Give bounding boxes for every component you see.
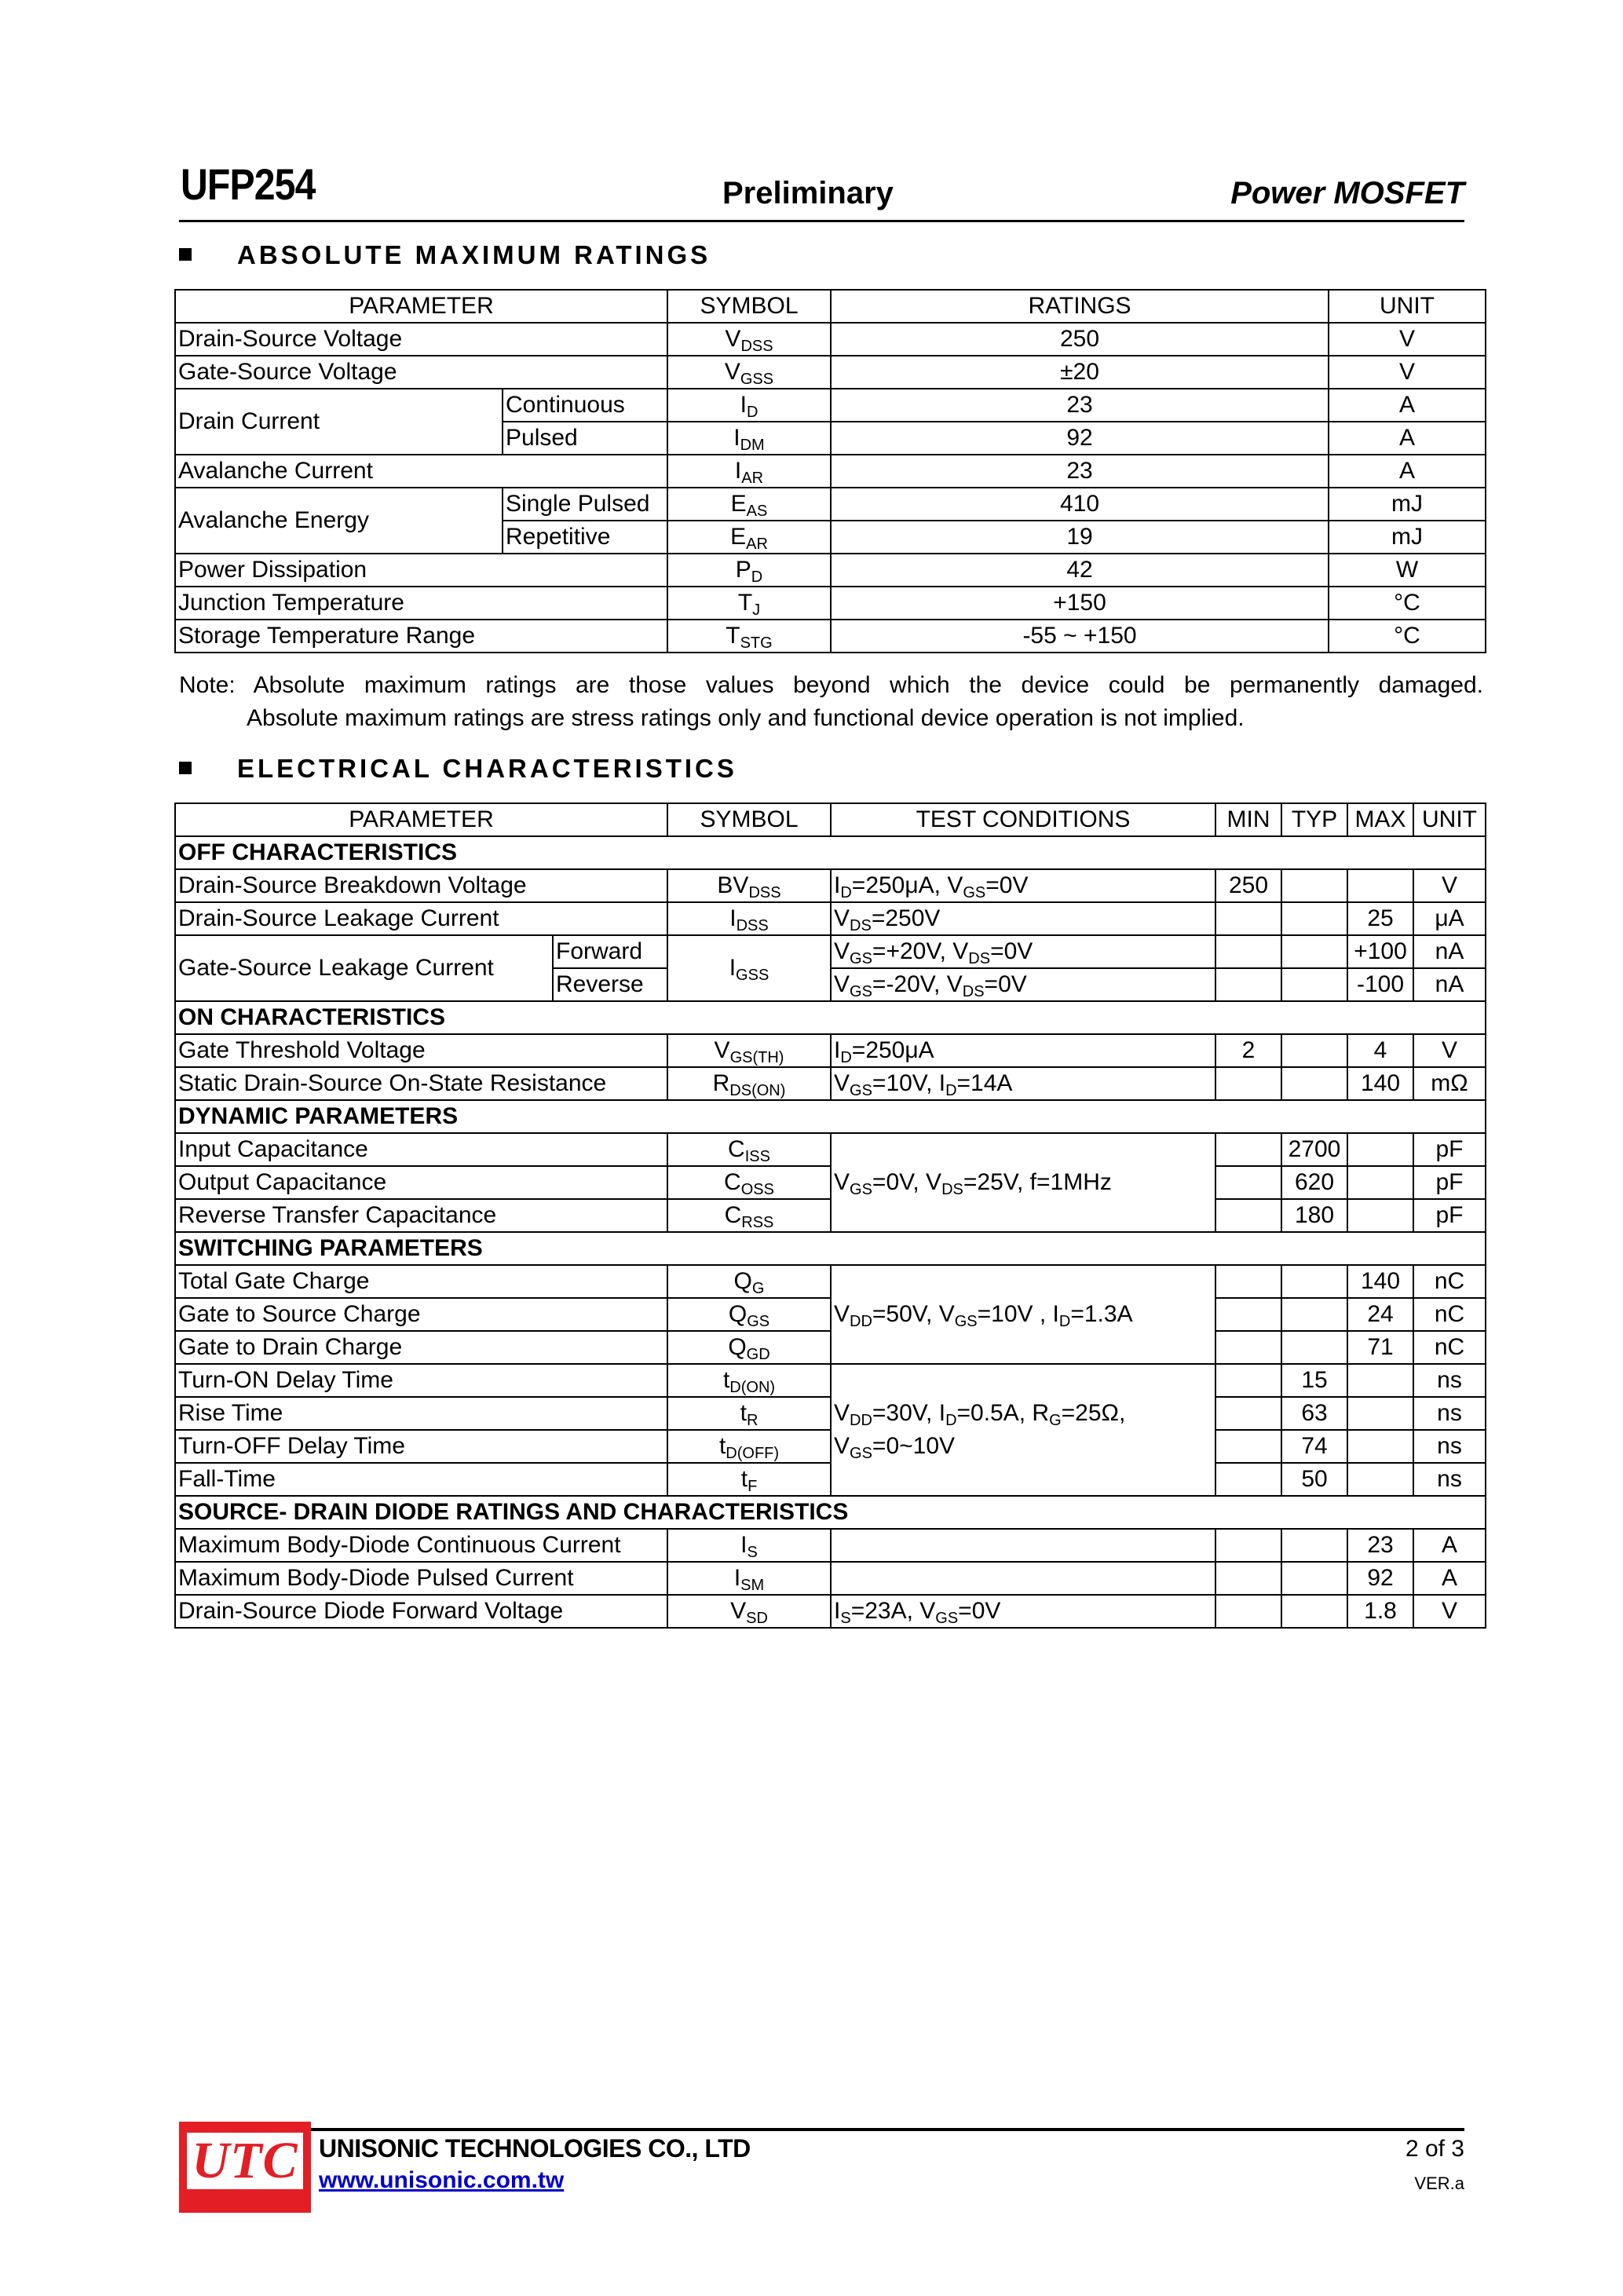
min-cell bbox=[1215, 1133, 1281, 1166]
col-header: PARAMETER bbox=[175, 803, 667, 836]
group-title: SOURCE- DRAIN DIODE RATINGS AND CHARACTERISTICS bbox=[175, 1496, 1486, 1529]
table-row bbox=[175, 1430, 1486, 1463]
symbol-cell: $I_D$ bbox=[667, 389, 831, 422]
symbol-cell: $I_{DM}$ bbox=[667, 422, 831, 455]
param-cell: Static Drain-Source On-State Resistance bbox=[175, 1067, 667, 1100]
unit-cell: A bbox=[1413, 1529, 1486, 1562]
col-header: SYMBOL bbox=[667, 290, 831, 323]
table-row bbox=[175, 1529, 1486, 1562]
typ-cell bbox=[1281, 1265, 1347, 1298]
condition-cell: $V_{GS}=0V$, $V_{DS}=25V$, f=1MHz bbox=[831, 1133, 1215, 1232]
max-cell bbox=[1347, 869, 1413, 902]
rating-cell: -55 ~ +150 bbox=[831, 620, 1329, 653]
param-cell: Junction Temperature bbox=[175, 587, 667, 620]
condition-cell bbox=[831, 1364, 1215, 1496]
rating-cell: 19 bbox=[831, 521, 1329, 554]
max-cell: 92 bbox=[1347, 1562, 1413, 1595]
unit-cell: pF bbox=[1413, 1199, 1486, 1232]
min-cell bbox=[1215, 1562, 1281, 1595]
table-row bbox=[175, 1199, 1486, 1232]
rating-cell: 42 bbox=[831, 554, 1329, 587]
abs-max-note-line2: Absolute maximum ratings are stress ratings only and functional device operation is not implied. bbox=[247, 705, 1245, 731]
typ-cell bbox=[1281, 935, 1347, 968]
electrical-table bbox=[174, 803, 1486, 1629]
table-row bbox=[175, 1331, 1486, 1364]
symbol-cell: $P_D$ bbox=[667, 554, 831, 587]
utc-logo-text: UTC bbox=[187, 2133, 303, 2189]
min-cell bbox=[1215, 1331, 1281, 1364]
min-cell bbox=[1215, 1364, 1281, 1397]
rating-cell: 410 bbox=[831, 488, 1329, 521]
unit-cell: °C bbox=[1329, 587, 1486, 620]
col-header: MAX bbox=[1347, 803, 1413, 836]
param-cell: Gate to Drain Charge bbox=[175, 1331, 667, 1364]
param-cell: Maximum Body-Diode Continuous Current bbox=[175, 1529, 667, 1562]
table-row bbox=[175, 1166, 1486, 1199]
unit-cell: nC bbox=[1413, 1298, 1486, 1331]
switching-condition-line1: $V_{DD}=30V$, $I_D=0.5A$, $R_G=25\Omega$, bbox=[834, 1400, 1126, 1429]
col-header: SYMBOL bbox=[667, 803, 831, 836]
table-header-row bbox=[175, 290, 1486, 323]
unit-cell: °C bbox=[1329, 620, 1486, 653]
table-header-row bbox=[175, 803, 1486, 836]
table-row bbox=[175, 1562, 1486, 1595]
square-bullet-icon bbox=[179, 762, 192, 774]
param-cell: Drain-Source Voltage bbox=[175, 323, 667, 356]
unit-cell: pF bbox=[1413, 1166, 1486, 1199]
table-row bbox=[175, 620, 1486, 653]
param-cell: Avalanche Current bbox=[175, 455, 667, 488]
symbol-cell: $t_{D(ON)}$ bbox=[667, 1364, 831, 1397]
abs-max-table bbox=[174, 289, 1486, 653]
condition-cell: Single Pulsed bbox=[503, 488, 667, 521]
rating-cell: ±20 bbox=[831, 356, 1329, 389]
table-row bbox=[175, 488, 1486, 521]
table-row bbox=[175, 935, 1486, 968]
table-row bbox=[175, 389, 1486, 422]
abs-max-note-line1: Note: Absolute maximum ratings are those values beyond which the device could be permanently damaged. bbox=[179, 672, 1483, 698]
typ-cell bbox=[1281, 1529, 1347, 1562]
param-cell: Drain-Source Breakdown Voltage bbox=[175, 869, 667, 902]
param-cell: Gate-Source Leakage Current bbox=[175, 935, 553, 1001]
unit-cell: ns bbox=[1413, 1397, 1486, 1430]
min-cell bbox=[1215, 1166, 1281, 1199]
condition-cell: Continuous bbox=[503, 389, 667, 422]
typ-cell bbox=[1281, 1067, 1347, 1100]
table-row bbox=[175, 1397, 1486, 1430]
unit-cell: μA bbox=[1413, 902, 1486, 935]
unit-cell: A bbox=[1329, 389, 1486, 422]
symbol-cell: $I_{GSS}$ bbox=[667, 935, 831, 1001]
min-cell bbox=[1215, 1529, 1281, 1562]
min-cell bbox=[1215, 1595, 1281, 1628]
table-row bbox=[175, 1133, 1486, 1166]
col-header: UNIT bbox=[1329, 290, 1486, 323]
col-header: RATINGS bbox=[831, 290, 1329, 323]
condition-cell bbox=[831, 1562, 1215, 1595]
document-status: Preliminary bbox=[722, 176, 894, 210]
unit-cell: V bbox=[1329, 323, 1486, 356]
typ-cell: 2700 bbox=[1281, 1133, 1347, 1166]
condition-cell: $V_{GS}=-20V$, $V_{DS}=0V$ bbox=[831, 968, 1215, 1001]
group-title: OFF CHARACTERISTICS bbox=[175, 836, 1486, 869]
unit-cell: A bbox=[1413, 1562, 1486, 1595]
param-cell: Turn-ON Delay Time bbox=[175, 1364, 667, 1397]
condition-cell: $V_{DD}=50V$, $V_{GS}=10V$ , $I_D=1.3A$ bbox=[831, 1265, 1215, 1364]
max-cell: 71 bbox=[1347, 1331, 1413, 1364]
max-cell bbox=[1347, 1430, 1413, 1463]
param-cell: Gate Threshold Voltage bbox=[175, 1034, 667, 1067]
min-cell bbox=[1215, 935, 1281, 968]
condition-cell bbox=[831, 1529, 1215, 1562]
unit-cell: V bbox=[1413, 1034, 1486, 1067]
unit-cell: V bbox=[1329, 356, 1486, 389]
unit-cell: A bbox=[1329, 422, 1486, 455]
symbol-cell: $C_{OSS}$ bbox=[667, 1166, 831, 1199]
table-row bbox=[175, 554, 1486, 587]
elec-title-text: ELECTRICAL CHARACTERISTICS bbox=[237, 754, 737, 783]
min-cell bbox=[1215, 1430, 1281, 1463]
group-row bbox=[175, 836, 1486, 869]
unit-cell: nA bbox=[1413, 968, 1486, 1001]
max-cell bbox=[1347, 1397, 1413, 1430]
header-rule bbox=[179, 220, 1464, 222]
param-cell: Drain-Source Leakage Current bbox=[175, 902, 667, 935]
typ-cell: 63 bbox=[1281, 1397, 1347, 1430]
unit-cell: nA bbox=[1413, 935, 1486, 968]
square-bullet-icon bbox=[179, 248, 192, 261]
symbol-cell: $t_{D(OFF)}$ bbox=[667, 1430, 831, 1463]
switching-condition-line2: $V_{GS}=0\sim 10V$ bbox=[834, 1433, 956, 1462]
max-cell: 140 bbox=[1347, 1265, 1413, 1298]
unit-cell: ns bbox=[1413, 1463, 1486, 1496]
abs-max-title-text: ABSOLUTE MAXIMUM RATINGS bbox=[237, 240, 711, 269]
param-cell: Maximum Body-Diode Pulsed Current bbox=[175, 1562, 667, 1595]
group-row bbox=[175, 1100, 1486, 1133]
symbol-cell: $Q_{GD}$ bbox=[667, 1331, 831, 1364]
direction-cell: Reverse bbox=[553, 968, 667, 1001]
symbol-cell: $V_{GS(TH)}$ bbox=[667, 1034, 831, 1067]
typ-cell: 74 bbox=[1281, 1430, 1347, 1463]
rating-cell: 23 bbox=[831, 455, 1329, 488]
symbol-cell: $I_{AR}$ bbox=[667, 455, 831, 488]
symbol-cell: $R_{DS(ON)}$ bbox=[667, 1067, 831, 1100]
symbol-cell: $V_{GSS}$ bbox=[667, 356, 831, 389]
col-header: UNIT bbox=[1413, 803, 1486, 836]
symbol-cell: $E_{AR}$ bbox=[667, 521, 831, 554]
utc-logo bbox=[179, 2122, 311, 2213]
condition-cell: Repetitive bbox=[503, 521, 667, 554]
unit-cell: mJ bbox=[1329, 488, 1486, 521]
website-link[interactable]: www.unisonic.com.tw bbox=[319, 2167, 565, 2193]
unit-cell: mJ bbox=[1329, 521, 1486, 554]
param-cell: Rise Time bbox=[175, 1397, 667, 1430]
table-row bbox=[175, 1463, 1486, 1496]
group-title: SWITCHING PARAMETERS bbox=[175, 1232, 1486, 1265]
min-cell bbox=[1215, 1265, 1281, 1298]
max-cell: +100 bbox=[1347, 935, 1413, 968]
condition-cell: Pulsed bbox=[503, 422, 667, 455]
typ-cell bbox=[1281, 902, 1347, 935]
min-cell bbox=[1215, 1463, 1281, 1496]
unit-cell: V bbox=[1413, 1595, 1486, 1628]
unit-cell: mΩ bbox=[1413, 1067, 1486, 1100]
group-row bbox=[175, 1232, 1486, 1265]
typ-cell bbox=[1281, 1562, 1347, 1595]
condition-cell: $I_D=250\mu A$ bbox=[831, 1034, 1215, 1067]
max-cell: 24 bbox=[1347, 1298, 1413, 1331]
symbol-cell: $V_{SD}$ bbox=[667, 1595, 831, 1628]
part-number: UFP254 bbox=[181, 159, 316, 209]
table-row bbox=[175, 323, 1486, 356]
table-row bbox=[175, 1364, 1486, 1397]
table-row bbox=[175, 902, 1486, 935]
param-cell: Storage Temperature Range bbox=[175, 620, 667, 653]
symbol-cell: $V_{DSS}$ bbox=[667, 323, 831, 356]
unit-cell: nC bbox=[1413, 1331, 1486, 1364]
rating-cell: 250 bbox=[831, 323, 1329, 356]
unit-cell: pF bbox=[1413, 1133, 1486, 1166]
group-row bbox=[175, 1001, 1486, 1034]
min-cell bbox=[1215, 902, 1281, 935]
max-cell: 1.8 bbox=[1347, 1595, 1413, 1628]
max-cell: 23 bbox=[1347, 1529, 1413, 1562]
param-cell: Gate-Source Voltage bbox=[175, 356, 667, 389]
unit-cell: W bbox=[1329, 554, 1486, 587]
symbol-cell: $Q_G$ bbox=[667, 1265, 831, 1298]
max-cell: 25 bbox=[1347, 902, 1413, 935]
max-cell bbox=[1347, 1166, 1413, 1199]
param-cell: Total Gate Charge bbox=[175, 1265, 667, 1298]
param-cell: Drain-Source Diode Forward Voltage bbox=[175, 1595, 667, 1628]
version-label: VER.a bbox=[1414, 2174, 1464, 2193]
max-cell bbox=[1347, 1199, 1413, 1232]
param-cell: Avalanche Energy bbox=[175, 488, 503, 554]
group-row bbox=[175, 1496, 1486, 1529]
min-cell bbox=[1215, 1298, 1281, 1331]
unit-cell: ns bbox=[1413, 1430, 1486, 1463]
param-cell: Gate to Source Charge bbox=[175, 1298, 667, 1331]
abs-max-section-title bbox=[179, 240, 711, 270]
param-cell: Output Capacitance bbox=[175, 1166, 667, 1199]
param-cell: Input Capacitance bbox=[175, 1133, 667, 1166]
param-cell: Reverse Transfer Capacitance bbox=[175, 1199, 667, 1232]
typ-cell bbox=[1281, 968, 1347, 1001]
param-cell: Power Dissipation bbox=[175, 554, 667, 587]
param-cell: Turn-OFF Delay Time bbox=[175, 1430, 667, 1463]
table-row bbox=[175, 1034, 1486, 1067]
param-cell: Fall-Time bbox=[175, 1463, 667, 1496]
symbol-cell: $T_{STG}$ bbox=[667, 620, 831, 653]
min-cell bbox=[1215, 968, 1281, 1001]
device-type: Power MOSFET bbox=[1230, 176, 1464, 210]
condition-cell: $I_S=23A$, $V_{GS}=0V$ bbox=[831, 1595, 1215, 1628]
table-row bbox=[175, 1265, 1486, 1298]
min-cell bbox=[1215, 1199, 1281, 1232]
max-cell: 140 bbox=[1347, 1067, 1413, 1100]
symbol-cell: $I_{DSS}$ bbox=[667, 902, 831, 935]
typ-cell: 620 bbox=[1281, 1166, 1347, 1199]
symbol-cell: $t_F$ bbox=[667, 1463, 831, 1496]
min-cell: 250 bbox=[1215, 869, 1281, 902]
condition-cell: $I_D=250\mu A$, $V_{GS}=0V$ bbox=[831, 869, 1215, 902]
max-cell: -100 bbox=[1347, 968, 1413, 1001]
typ-cell bbox=[1281, 869, 1347, 902]
condition-cell: $V_{GS}=+20V$, $V_{DS}=0V$ bbox=[831, 935, 1215, 968]
footer-rule bbox=[182, 2128, 1464, 2131]
typ-cell: 50 bbox=[1281, 1463, 1347, 1496]
typ-cell bbox=[1281, 1034, 1347, 1067]
table-row bbox=[175, 1067, 1486, 1100]
condition-cell: $V_{GS}=10V$, $I_D=14A$ bbox=[831, 1067, 1215, 1100]
symbol-cell: $I_{SM}$ bbox=[667, 1562, 831, 1595]
table-row bbox=[175, 869, 1486, 902]
max-cell bbox=[1347, 1364, 1413, 1397]
typ-cell bbox=[1281, 1595, 1347, 1628]
direction-cell: Forward bbox=[553, 935, 667, 968]
rating-cell: +150 bbox=[831, 587, 1329, 620]
rating-cell: 23 bbox=[831, 389, 1329, 422]
table-row bbox=[175, 356, 1486, 389]
typ-cell: 15 bbox=[1281, 1364, 1347, 1397]
page-number: 2 of 3 bbox=[1405, 2136, 1464, 2162]
col-header: TYP bbox=[1281, 803, 1347, 836]
unit-cell: A bbox=[1329, 455, 1486, 488]
unit-cell: V bbox=[1413, 869, 1486, 902]
condition-cell: $V_{DS}=250V$ bbox=[831, 902, 1215, 935]
min-cell: 2 bbox=[1215, 1034, 1281, 1067]
unit-cell: nC bbox=[1413, 1265, 1486, 1298]
param-cell: Drain Current bbox=[175, 389, 503, 455]
symbol-cell: $E_{AS}$ bbox=[667, 488, 831, 521]
max-cell bbox=[1347, 1133, 1413, 1166]
typ-cell: 180 bbox=[1281, 1199, 1347, 1232]
typ-cell bbox=[1281, 1331, 1347, 1364]
symbol-cell: $C_{RSS}$ bbox=[667, 1199, 831, 1232]
table-row bbox=[175, 1595, 1486, 1628]
elec-section-title bbox=[179, 754, 737, 784]
symbol-cell: $I_S$ bbox=[667, 1529, 831, 1562]
symbol-cell: $t_R$ bbox=[667, 1397, 831, 1430]
col-header: PARAMETER bbox=[175, 290, 667, 323]
symbol-cell: $T_J$ bbox=[667, 587, 831, 620]
symbol-cell: $BV_{DSS}$ bbox=[667, 869, 831, 902]
rating-cell: 92 bbox=[831, 422, 1329, 455]
group-title: ON CHARACTERISTICS bbox=[175, 1001, 1486, 1034]
table-row bbox=[175, 455, 1486, 488]
group-title: DYNAMIC PARAMETERS bbox=[175, 1100, 1486, 1133]
min-cell bbox=[1215, 1397, 1281, 1430]
unit-cell: ns bbox=[1413, 1364, 1486, 1397]
col-header: MIN bbox=[1215, 803, 1281, 836]
company-name: UNISONIC TECHNOLOGIES CO., LTD bbox=[319, 2134, 751, 2163]
symbol-cell: $C_{ISS}$ bbox=[667, 1133, 831, 1166]
max-cell: 4 bbox=[1347, 1034, 1413, 1067]
table-row bbox=[175, 1298, 1486, 1331]
table-row bbox=[175, 587, 1486, 620]
min-cell bbox=[1215, 1067, 1281, 1100]
col-header: TEST CONDITIONS bbox=[831, 803, 1215, 836]
typ-cell bbox=[1281, 1298, 1347, 1331]
symbol-cell: $Q_{GS}$ bbox=[667, 1298, 831, 1331]
max-cell bbox=[1347, 1463, 1413, 1496]
